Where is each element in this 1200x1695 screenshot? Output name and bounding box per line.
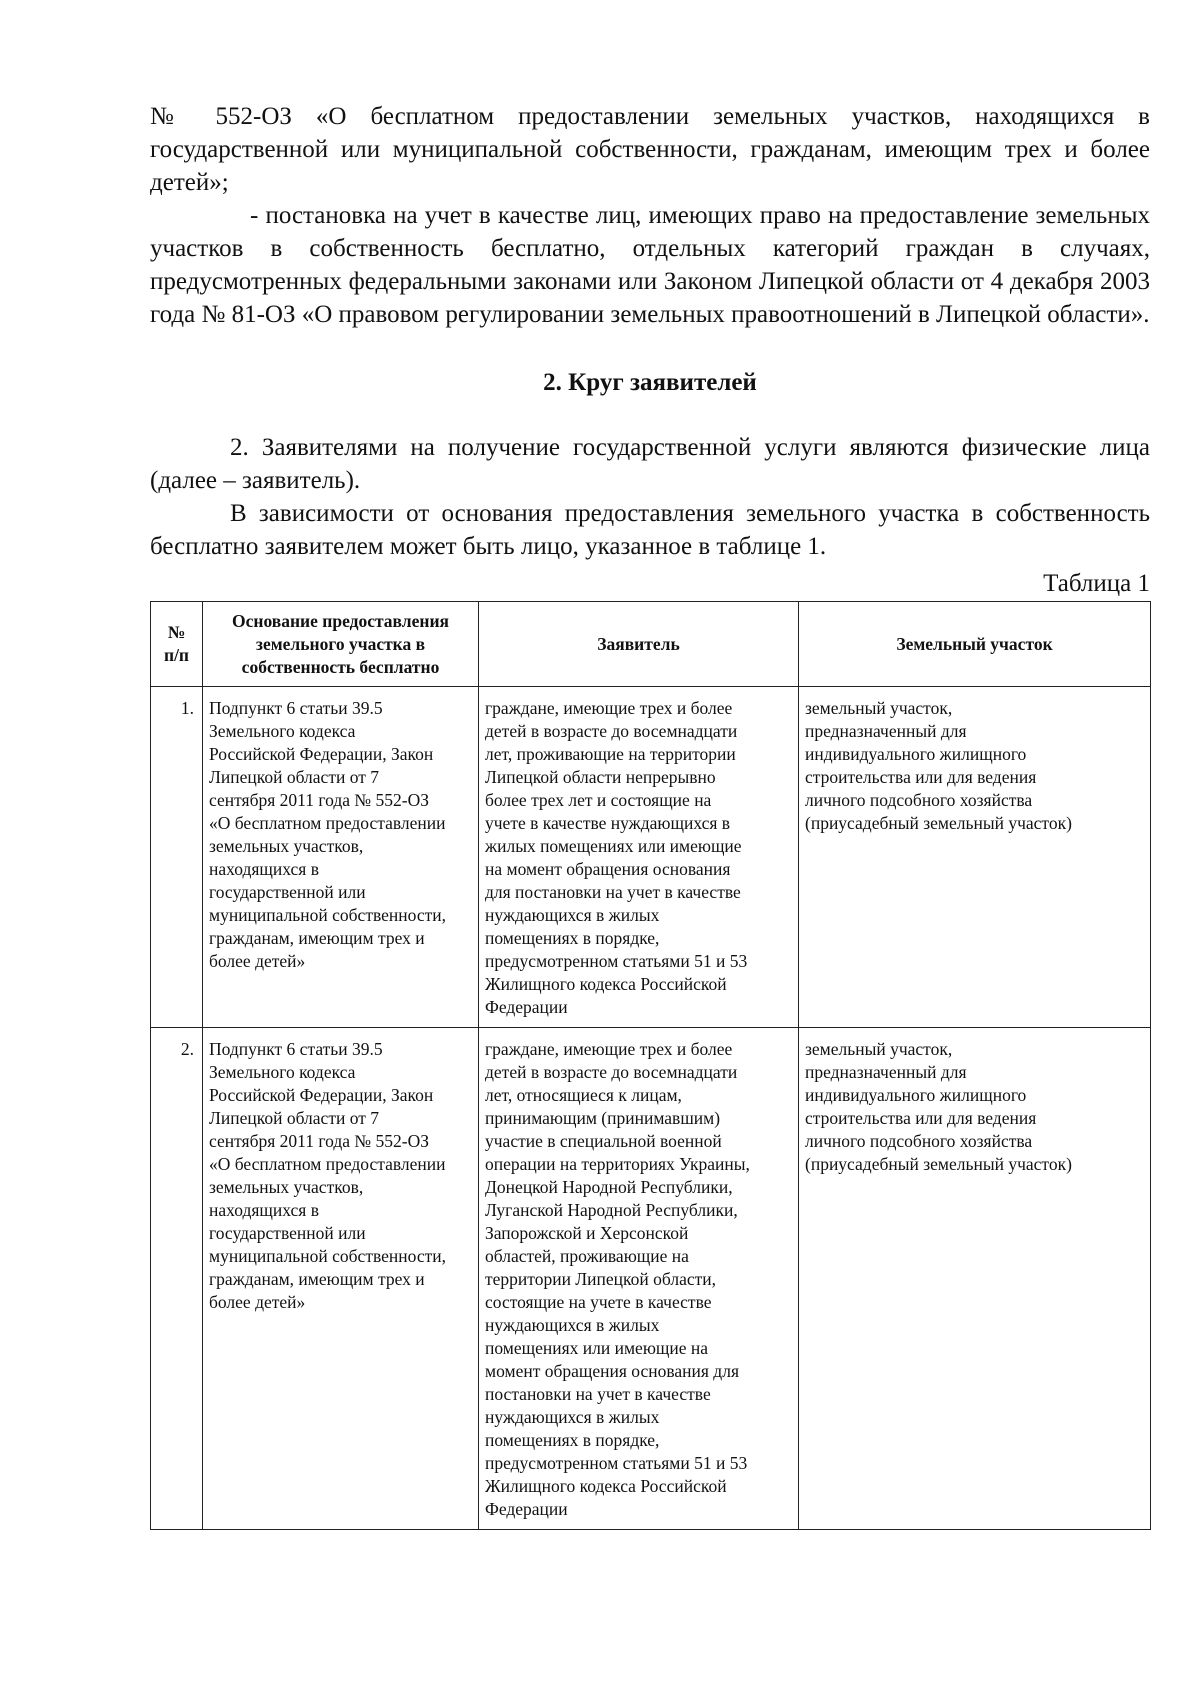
table-caption: Таблица 1 [1043, 570, 1150, 597]
row-land-plot: земельный участок, предназначенный для индивидуального жилищного строительства или для ведения личного подсобного хозяйства (приусадебный земельный участок) [799, 1028, 1151, 1530]
row-number: 2. [151, 1028, 203, 1530]
row-basis: Подпункт 6 статьи 39.5 Земельного кодекса Российской Федерации, Закон Липецкой области от 7 сентября 2011 года № 552-ОЗ «О бесплатном предоставлении земельных участков, находящихся в государственной или муниципальной собственности, гражданам, имеющим трех и более детей» [203, 687, 479, 1028]
table-row [151, 687, 1151, 1028]
header-number: № п/п [151, 602, 203, 687]
header-applicant: Заявитель [479, 602, 799, 687]
table-row [151, 1028, 1151, 1530]
document-page [150, 100, 1150, 1530]
row-applicant: граждане, имеющие трех и более детей в возрасте до восемнадцати лет, относящиеся к лицам, принимающим (принимавшим) участие в специальной военной операции на территориях Украины, Донецкой Народной Республики, Луганской Народной Республики, Запорожской и Херсонской областей, проживающие на территории Липецкой области, состоящие на учете в качестве нуждающихся в жилых помещениях или имеющие на момент обращения основания для постановки на учет в качестве нуждающихся в жилых помещениях в порядке, предусмотренном статьями 51 и 53 Жилищного кодекса Российской Федерации [479, 1028, 799, 1530]
row-basis: Подпункт 6 статьи 39.5 Земельного кодекса Российской Федерации, Закон Липецкой области от 7 сентября 2011 года № 552-ОЗ «О бесплатном предоставлении земельных участков, находящихся в государственной или муниципальной собственности, гражданам, имеющим трех и более детей» [203, 1028, 479, 1530]
table-header-row [151, 602, 1151, 687]
paragraph-registration: - постановка на учет в качестве лиц, имеющих право на предоставление земельных участков в собственность бесплатно, отдельных категорий граждан в случаях, предусмотренных федеральными законами или Законом Липецкой области от 4 декабря 2003 года № 81-ОЗ «О правовом регулировании земельных правоотношений в Липецкой области». [150, 202, 1150, 328]
section-heading: 2. Круг заявителей [543, 369, 757, 396]
row-applicant: граждане, имеющие трех и более детей в возрасте до восемнадцати лет, проживающие на территории Липецкой области непрерывно более трех лет и состоящие на учете в качестве нуждающихся в жилых помещениях или имеющие на момент обращения основания для постановки на учет в качестве нуждающихся в жилых помещениях в порядке, предусмотренном статьями 51 и 53 Жилищного кодекса Российской Федерации [479, 687, 799, 1028]
paragraph-law-reference: № 552-ОЗ «О бесплатном предоставлении земельных участков, находящихся в государственной или муниципальной собственности, гражданам, имеющим трех и более детей»; [150, 103, 1150, 196]
applicants-table [150, 601, 1151, 1530]
header-basis: Основание предоставления земельного участка в собственность бесплатно [203, 602, 479, 687]
row-land-plot: земельный участок, предназначенный для индивидуального жилищного строительства или для ведения личного подсобного хозяйства (приусадебный земельный участок) [799, 687, 1151, 1028]
paragraph-applicants: 2. Заявителями на получение государственной услуги являются физические лица (далее – заявитель). [150, 434, 1150, 494]
header-land-plot: Земельный участок [799, 602, 1151, 687]
paragraph-table-intro: В зависимости от основания предоставления земельного участка в собственность бесплатно заявителем может быть лицо, указанное в таблице 1. [150, 500, 1150, 560]
row-number: 1. [151, 687, 203, 1028]
